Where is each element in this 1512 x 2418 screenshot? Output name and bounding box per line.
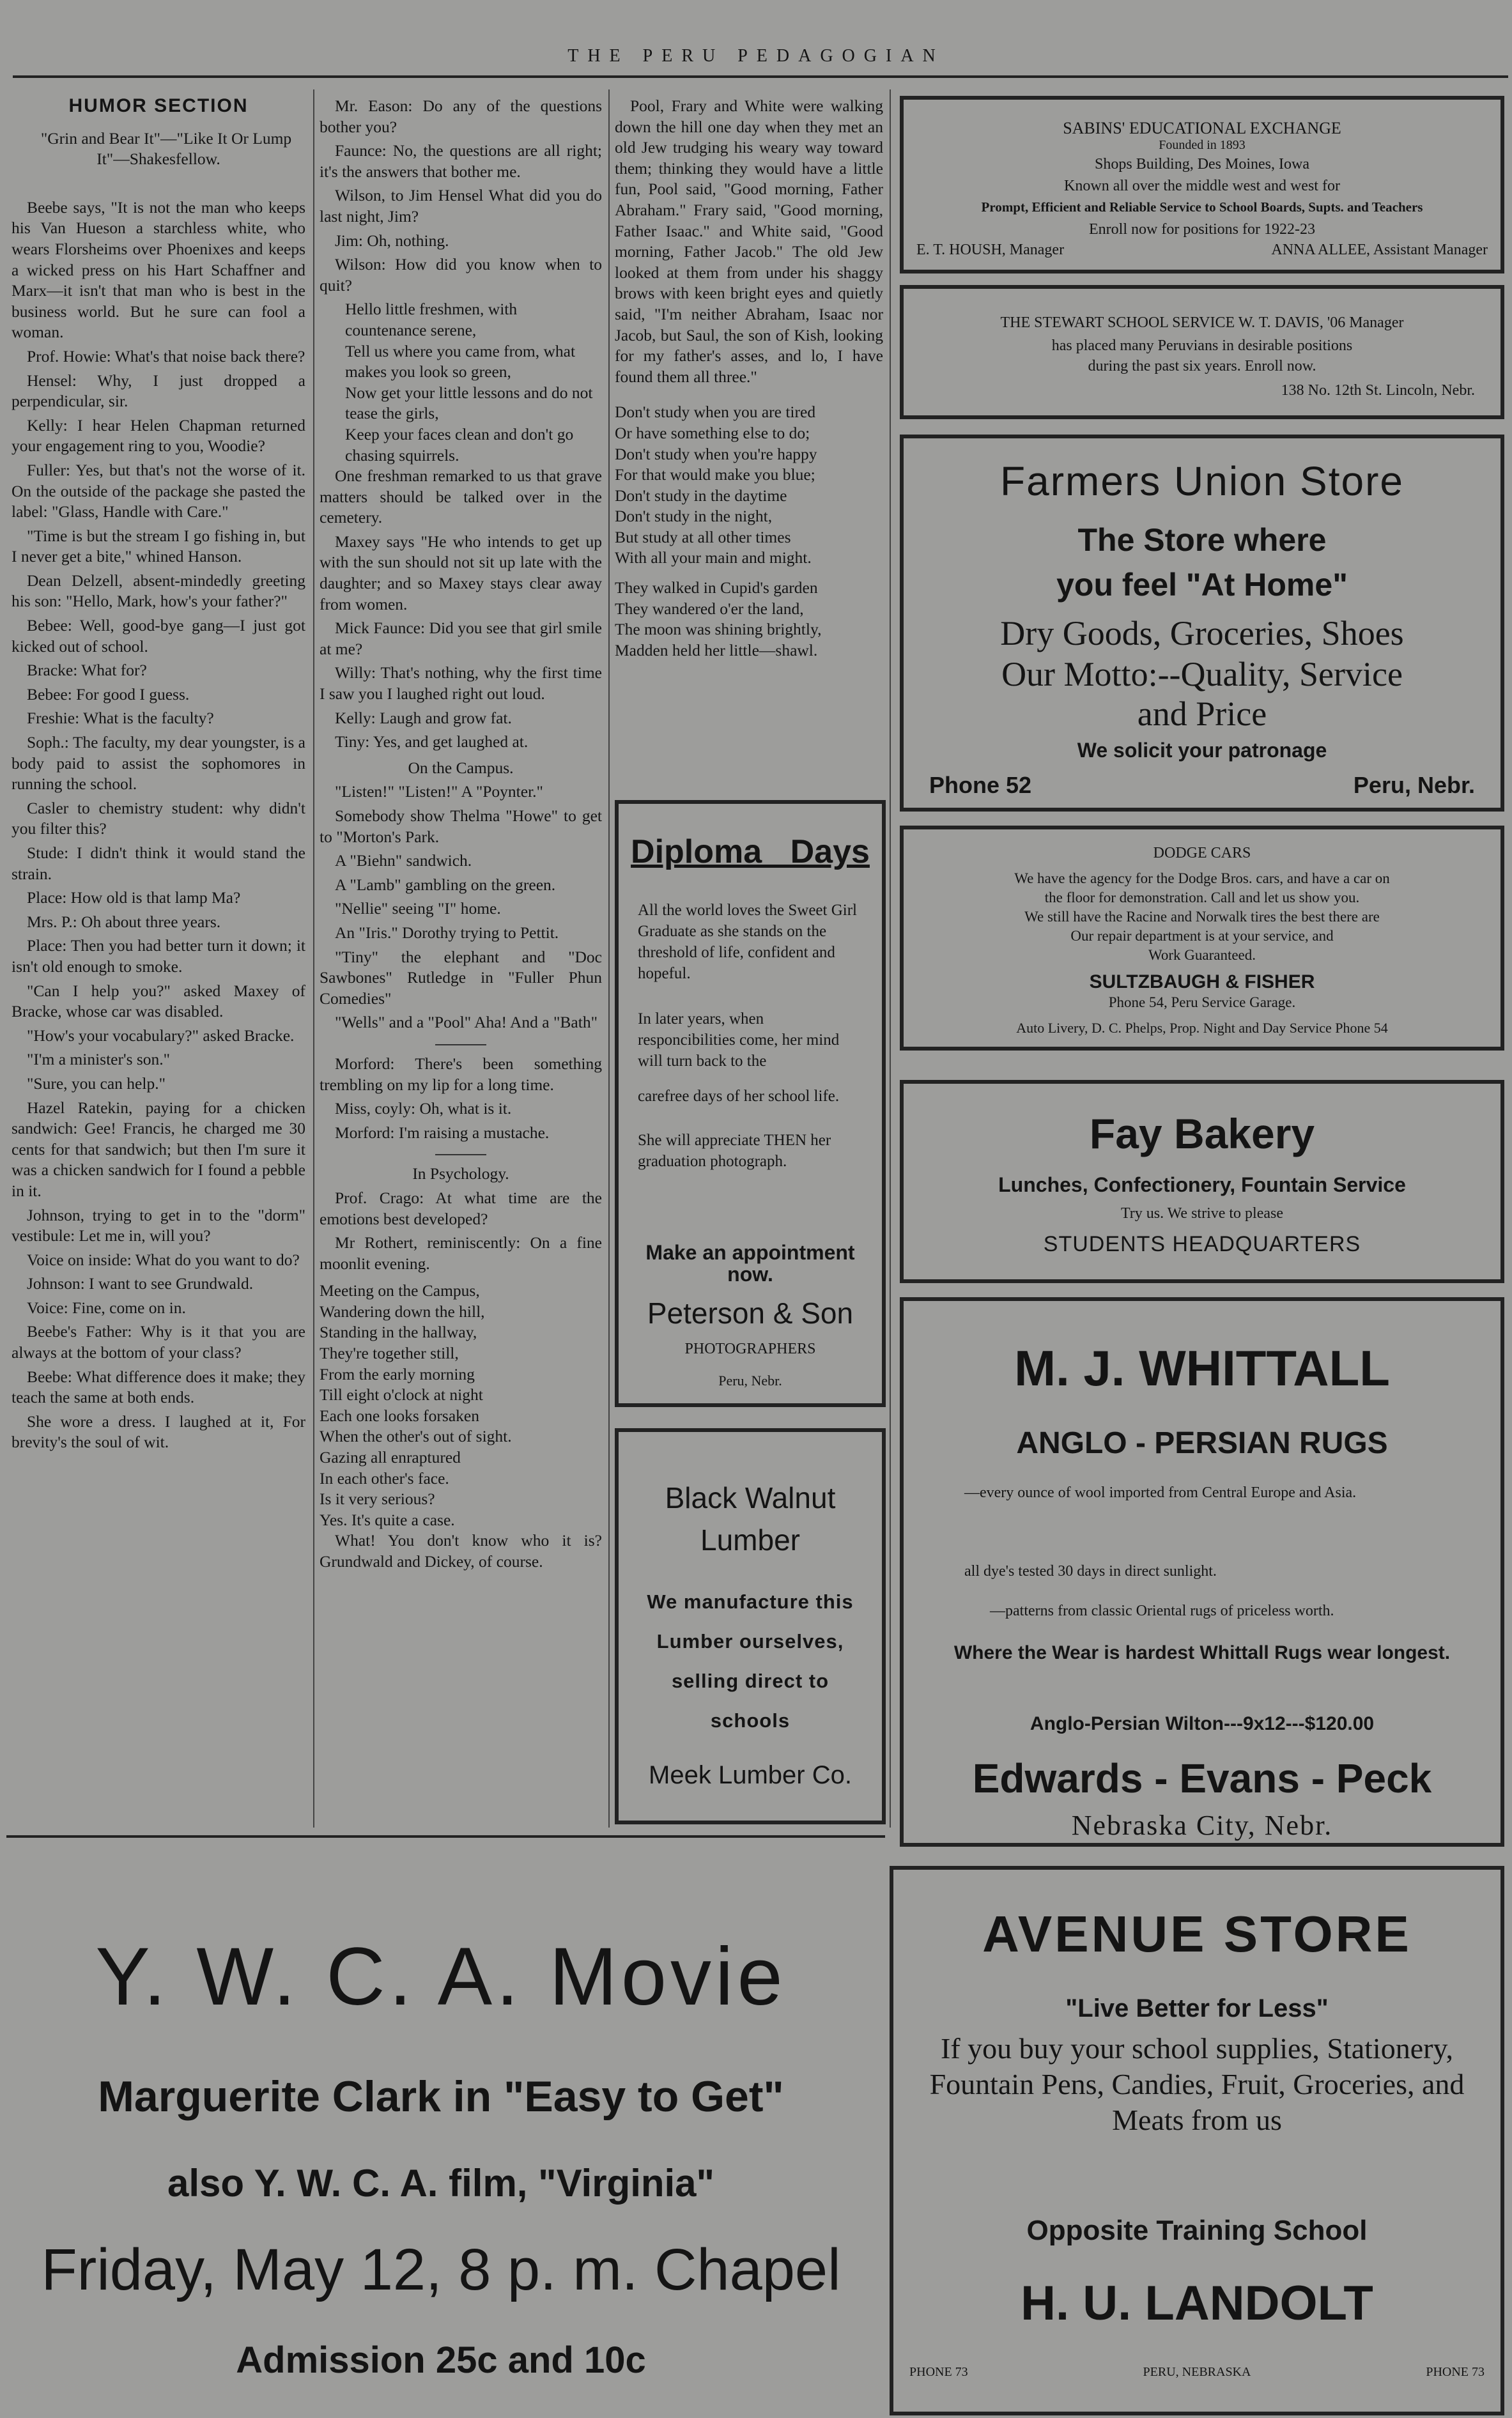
- dodge-line3: We still have the Racine and Norwalk tires the best there are: [1024, 909, 1380, 925]
- text-line: "Sure, you can help.": [27, 1074, 166, 1093]
- text-line: When the other's out of sight.: [320, 1427, 512, 1446]
- text-line: Jim: Oh, nothing.: [335, 231, 449, 250]
- sabins-name: SABINS' EDUCATIONAL EXCHANGE: [1063, 119, 1341, 137]
- fay-services: Lunches, Confectionery, Fountain Service: [998, 1173, 1406, 1196]
- jokes-column: [320, 96, 602, 1576]
- diploma-title: Diploma Days: [631, 833, 870, 870]
- text-line: Prof. Crago: At what time are the emotions best developed?: [320, 1188, 602, 1228]
- text-line: Don't study when you're happy: [615, 444, 817, 463]
- text-line: Each one looks forsaken: [320, 1406, 479, 1425]
- text-line: Hensel: Why, I just dropped a perpendicular, sir.: [12, 371, 305, 411]
- text-line: Maxey says "He who intends to get up with the sun should not sit up late with the daughter; and so Maxey stays clear away from women.: [320, 532, 602, 613]
- text-line: Fuller: Yes, but that's not the worse of it. On the outside of the package she pasted the label: "Glass, Handle with Care.": [12, 460, 305, 521]
- stewart-ad: [900, 285, 1504, 419]
- sabins-manager: E. T. HOUSH, Manager: [916, 242, 1065, 258]
- text-line: Mr Rothert, reminiscently: On a fine moonlit evening.: [320, 1233, 602, 1273]
- whittall-place: Nebraska City, Nebr.: [1071, 1810, 1333, 1841]
- text-line: Wilson, to Jim Hensel What did you do last night, Jim?: [320, 186, 602, 226]
- farmers-line2: you feel "At Home": [1056, 567, 1348, 603]
- text-line: Bracke: What for?: [27, 661, 147, 680]
- farmers-phone: Phone 52: [929, 772, 1032, 798]
- text-line: Or have something else to do;: [615, 423, 810, 442]
- text-line: Place: How old is that lamp Ma?: [27, 888, 241, 907]
- ywca-date: Friday, May 12, 8 p. m. Chapel: [41, 2237, 841, 2302]
- jokes-list-3: [320, 1054, 602, 1143]
- text-line: Miss, coyly: Oh, what is it.: [335, 1099, 512, 1118]
- text-line: From the early morning: [320, 1364, 475, 1383]
- masthead-rule: [13, 75, 1508, 78]
- masthead: THE PERU PEDAGOGIAN: [567, 46, 945, 66]
- photographer-name: Peterson & Son: [647, 1297, 854, 1330]
- text-line: Don't study when you are tired: [615, 403, 816, 422]
- text-line: Hello little freshmen, with countenance serene,: [345, 300, 518, 339]
- photographer-sub: PHOTOGRAPHERS: [684, 1341, 816, 1357]
- jokes-list-2: [320, 466, 602, 753]
- text-line: Mr. Eason: Do any of the questions bother you?: [320, 96, 602, 136]
- closing-joke: What! You don't know who it is? Grundwald and Dickey, of course.: [320, 1531, 602, 1571]
- diploma-cta: Make an appointment now.: [645, 1241, 855, 1286]
- text-line: Tell us where you came from, what makes you look so green,: [345, 341, 576, 381]
- dodge-livery: Auto Livery, D. C. Phelps, Prop. Night and Day Service Phone 54: [1016, 1020, 1388, 1036]
- whittall-firm: Edwards - Evans - Peck: [972, 1755, 1432, 1801]
- text-line: Willy: That's nothing, why the first time I saw you I laughed right out loud.: [320, 663, 602, 704]
- ywca-admission: Admission 25c and 10c: [236, 2339, 646, 2381]
- text-line: One freshman remarked to us that grave matters should be talked over in the cemetery.: [320, 466, 602, 527]
- ywca-title: Y. W. C. A. Movie: [95, 1931, 787, 2022]
- text-line: Bebee: Well, good-bye gang—I just got kicked out of school.: [12, 616, 305, 656]
- ywca-feature: Marguerite Clark in "Easy to Get": [98, 2072, 784, 2121]
- humor-subtitle: "Grin and Bear It"—"Like It Or Lump It"—Shakesfellow.: [40, 128, 292, 169]
- humor-title: HUMOR SECTION: [68, 95, 249, 116]
- text-line: Beebe says, "It is not the man who keeps his Van Hueson a starchless white, who wears Florsheims over Phoenixes and keeps a wicked press on his Hart Schaffner and Marx—it isn't that man who is best in the business world. But he sure can fool a woman.: [12, 197, 305, 342]
- dodge-line1: We have the agency for the Dodge Bros. cars, and have a car on: [1014, 870, 1390, 886]
- text-line: Now get your little lessons and do not tease the girls,: [345, 383, 593, 423]
- text-line: Mick Faunce: Did you see that girl smile at me?: [320, 619, 602, 658]
- text-line: "Listen!" "Listen!" A "Poynter.": [335, 782, 543, 801]
- text-line: Kelly: Laugh and grow fat.: [335, 708, 512, 727]
- farmers-goods: Dry Goods, Groceries, Shoes: [1000, 614, 1404, 652]
- text-line: Standing in the hallway,: [320, 1323, 477, 1342]
- whittall-dye: all dye's tested 30 days in direct sunlight.: [964, 1563, 1217, 1580]
- text-line: A "Biehn" sandwich.: [335, 851, 472, 870]
- dodge-firm: SULTZBAUGH & FISHER: [1089, 971, 1315, 992]
- diploma-p4: She will appreciate THEN her graduation photograph.: [638, 1132, 831, 1170]
- humor-paragraphs: [12, 197, 305, 1453]
- text-line: The moon was shining brightly,: [615, 620, 822, 639]
- psychology-list: [320, 1188, 602, 1274]
- text-line: Beebe: What difference does it make; they teach the same at both ends.: [12, 1367, 305, 1407]
- sabins-enroll: Enroll now for positions for 1922-23: [1089, 221, 1315, 238]
- campus-list: [320, 782, 602, 1033]
- jew-story: Pool, Frary and White were walking down the hill one day when they met an old Jew trudging his weary way toward them; thinking they would have a little fun, Pool said, "Good morning, Father Abraham." Frary said, "Good morning, Father Isaac." and White said, "Good morning, Father Jacob." The old Jew looked at them from under his shaggy brows with keen bright eyes and quietly said, "I'm neither Abraham, Isaac nor Jacob, but Saul, the son of Kish, looking for my father's asses, and lo, I have found them all three.": [615, 96, 883, 386]
- text-line: Place: Then you had better turn it down; it isn't old enough to smoke.: [12, 936, 305, 976]
- text-line: Beebe's Father: Why is it that you are always at the bottom of your class?: [12, 1322, 305, 1362]
- fay-bakery-ad: [900, 1080, 1504, 1283]
- whittall-sub: ANGLO - PERSIAN RUGS: [1016, 1426, 1388, 1460]
- dodge-line4: Our repair department is at your service, and: [1070, 928, 1334, 944]
- text-line: Don't study in the night,: [615, 507, 773, 526]
- jokes-list: [320, 96, 602, 296]
- text-line: Madden held her little—shawl.: [615, 640, 818, 659]
- whittall-ad: [900, 1297, 1504, 1847]
- text-line: Soph.: The faculty, my dear youngster, is a body paid to assist the sophomores in running the school.: [12, 733, 305, 794]
- text-line: "How's your vocabulary?" asked Bracke.: [27, 1026, 295, 1045]
- text-line: Voice on inside: What do you want to do?: [27, 1250, 300, 1269]
- text-line: "Tiny" the elephant and "Doc Sawbones" Rutledge in "Fuller Phun Comedies": [320, 947, 602, 1008]
- sabins-known: Known all over the middle west and west for: [1064, 178, 1340, 194]
- avenue-location: Opposite Training School: [1026, 2215, 1368, 2246]
- text-line: Faunce: No, the questions are all right; it's the answers that bother me.: [320, 141, 602, 181]
- separator: [320, 1146, 602, 1160]
- stewart-line2: has placed many Peruvians in desirable positions: [1051, 337, 1353, 354]
- text-line: Wilson: How did you know when to quit?: [320, 255, 602, 295]
- text-line: Casler to chemistry student: why didn't you filter this?: [12, 798, 305, 838]
- text-line: Till eight o'clock at night: [320, 1385, 483, 1405]
- avenue-owner: H. U. LANDOLT: [1021, 2276, 1373, 2330]
- diploma-body: [638, 900, 863, 1172]
- photographer-place: Peru, Nebr.: [718, 1373, 782, 1389]
- text-line: Freshie: What is the faculty?: [27, 709, 214, 728]
- text-line: But study at all other times: [615, 527, 791, 546]
- text-line: For that would make you blue;: [615, 465, 815, 484]
- whittall-patterns: —patterns from classic Oriental rugs of priceless worth.: [990, 1603, 1334, 1619]
- text-line: In each other's face.: [320, 1468, 449, 1488]
- fay-title: Fay Bakery: [1089, 1110, 1315, 1157]
- humor-section: [12, 96, 305, 1456]
- text-line: They wandered o'er the land,: [615, 599, 804, 618]
- study-poem: [615, 402, 883, 569]
- text-line: Morford: There's been something trembling on my lip for a long time.: [320, 1054, 602, 1094]
- farmers-solicit: We solicit your patronage: [1077, 739, 1327, 762]
- text-line: She wore a dress. I laughed at it, For brevity's the soul of wit.: [12, 1412, 305, 1452]
- text-line: "Time is but the stream I go fishing in, but I never get a bite," whined Hanson.: [12, 526, 305, 566]
- text-line: "Can I help you?" asked Maxey of Bracke, whose car was disabled.: [12, 981, 305, 1021]
- avenue-slogan: "Live Better for Less": [1065, 1994, 1329, 2022]
- text-line: Morford: I'm raising a mustache.: [335, 1123, 550, 1142]
- text-line: Gazing all enraptured: [320, 1448, 461, 1467]
- text-line: Bebee: For good I guess.: [27, 684, 190, 704]
- ywca-film: also Y. W. C. A. film, "Virginia": [167, 2162, 714, 2205]
- text-line: They're together still,: [320, 1344, 459, 1363]
- dodge-line5: Work Guaranteed.: [1148, 947, 1256, 963]
- avenue-title: AVENUE STORE: [982, 1906, 1412, 1962]
- campus-heading: On the Campus.: [408, 758, 514, 777]
- sabins-assistant: ANNA ALLEE, Assistant Manager: [1271, 242, 1488, 258]
- column-rule: [608, 89, 610, 1828]
- farmers-title: Farmers Union Store: [1000, 458, 1404, 504]
- dodge-phone: Phone 54, Peru Service Garage.: [1108, 994, 1296, 1010]
- whittall-wear: Where the Wear is hardest Whittall Rugs wear longest.: [953, 1642, 1451, 1663]
- text-line: With all your main and might.: [615, 548, 812, 567]
- sabins-address: Shops Building, Des Moines, Iowa: [1095, 156, 1309, 173]
- freshmen-poem: [320, 299, 602, 466]
- text-line: Tiny: Yes, and get laughed at.: [335, 732, 528, 751]
- text-line: Mrs. P.: Oh about three years.: [27, 912, 221, 931]
- farmers-motto: Our Motto:--Quality, Service: [1001, 655, 1403, 693]
- text-line: Yes. It's quite a case.: [320, 1510, 455, 1529]
- sabins-ad: [900, 96, 1504, 273]
- text-line: A "Lamb" gambling on the green.: [335, 875, 556, 894]
- fay-headquarters: STUDENTS HEADQUARTERS: [1043, 1232, 1361, 1256]
- text-line: Hazel Ratekin, paying for a chicken sandwich: Gee! Francis, he charged me 30 cents for that sandwich; but then I'm sure it was a chicken sandwich for I found a pebble in it.: [12, 1098, 305, 1200]
- sabins-service: Prompt, Efficient and Reliable Service to School Boards, Supts. and Teachers: [981, 199, 1423, 215]
- text-line: Keep your faces clean and don't go chasing squirrels.: [345, 424, 574, 465]
- text-line: Don't study in the daytime: [615, 486, 787, 505]
- avenue-place: PERU, NEBRASKA: [1143, 2365, 1251, 2379]
- whittall-title: M. J. WHITTALL: [1014, 1340, 1390, 1396]
- fay-try: Try us. We strive to please: [1120, 1205, 1284, 1222]
- avenue-store-ad: [890, 1866, 1504, 2415]
- text-line: Voice: Fine, come on in.: [27, 1298, 186, 1317]
- text-line: "Wells" and a "Pool" Aha! And a "Bath": [335, 1013, 598, 1032]
- stewart-line1: THE STEWART SCHOOL SERVICE W. T. DAVIS, '06 Manager: [1000, 314, 1404, 331]
- text-line: "Nellie" seeing "I" home.: [335, 899, 501, 918]
- story-column: [615, 96, 883, 661]
- campus-poem: [320, 1281, 602, 1530]
- separator: [320, 1036, 602, 1051]
- avenue-body: If you buy your school supplies, Stationery, Fountain Pens, Candies, Fruit, Groceries, and Meats from us: [929, 2032, 1465, 2136]
- diploma-p1: All the world loves the Sweet Girl Graduate as she stands on the threshold of life, confident and hopeful.: [638, 902, 857, 982]
- text-line: Wandering down the hill,: [320, 1302, 485, 1321]
- dodge-ad: [900, 826, 1504, 1051]
- walnut-body: We manufacture this Lumber ourselves, selling direct to schools: [647, 1590, 854, 1732]
- text-line: They walked in Cupid's garden: [615, 578, 818, 597]
- farmers-union-ad: [900, 435, 1504, 812]
- text-line: Prof. Howie: What's that noise back there?: [27, 346, 305, 366]
- stewart-line3: during the past six years. Enroll now.: [1088, 358, 1316, 374]
- text-line: Meeting on the Campus,: [320, 1281, 480, 1300]
- farmers-price: and Price: [1137, 695, 1267, 733]
- dodge-line2: the floor for demonstration. Call and let us show you.: [1044, 889, 1360, 905]
- text-line: Stude: I didn't think it would stand the strain.: [12, 843, 305, 883]
- text-line: "I'm a minister's son.": [27, 1050, 171, 1069]
- text-line: Kelly: I hear Helen Chapman returned your engagement ring to you, Woodie?: [12, 415, 305, 456]
- diploma-days-ad: [615, 800, 886, 1407]
- dodge-title: DODGE CARS: [1153, 845, 1251, 861]
- ywca-movie-ad: [0, 1578, 882, 2418]
- column-rule: [890, 89, 891, 1828]
- stewart-address: 138 No. 12th St. Lincoln, Nebr.: [1281, 382, 1475, 399]
- walnut-title: Black Walnut Lumber: [665, 1481, 836, 1557]
- avenue-phone-left: PHONE 73: [909, 2365, 968, 2379]
- text-line: Johnson: I want to see Grundwald.: [27, 1274, 254, 1293]
- walnut-firm: Meek Lumber Co.: [649, 1761, 852, 1789]
- column-rule: [313, 89, 314, 1828]
- farmers-place: Peru, Nebr.: [1353, 772, 1475, 798]
- text-line: Dean Delzell, absent-mindedly greeting his son: "Hello, Mark, how's your father?": [12, 571, 305, 611]
- diploma-p2: In later years, when responcibilities come, her mind will turn back to the: [638, 1010, 840, 1070]
- text-line: Is it very serious?: [320, 1490, 435, 1509]
- diploma-p3: carefree days of her school life.: [638, 1088, 840, 1105]
- cupid-poem: [615, 578, 883, 661]
- text-line: An "Iris." Dorothy trying to Pettit.: [335, 923, 559, 942]
- text-line: Johnson, trying to get in to the "dorm" vestibule: Let me in, will you?: [12, 1205, 305, 1245]
- whittall-price: Anglo-Persian Wilton---9x12---$120.00: [1030, 1713, 1375, 1734]
- psychology-heading: In Psychology.: [412, 1164, 509, 1183]
- whittall-wool: —every ounce of wool imported from Central Europe and Asia.: [964, 1484, 1357, 1501]
- sabins-founded: Founded in 1893: [1159, 138, 1246, 152]
- text-line: Somebody show Thelma "Howe" to get to "Morton's Park.: [320, 806, 602, 846]
- farmers-line1: The Store where: [1077, 522, 1327, 558]
- avenue-phone-right: PHONE 73: [1426, 2365, 1485, 2379]
